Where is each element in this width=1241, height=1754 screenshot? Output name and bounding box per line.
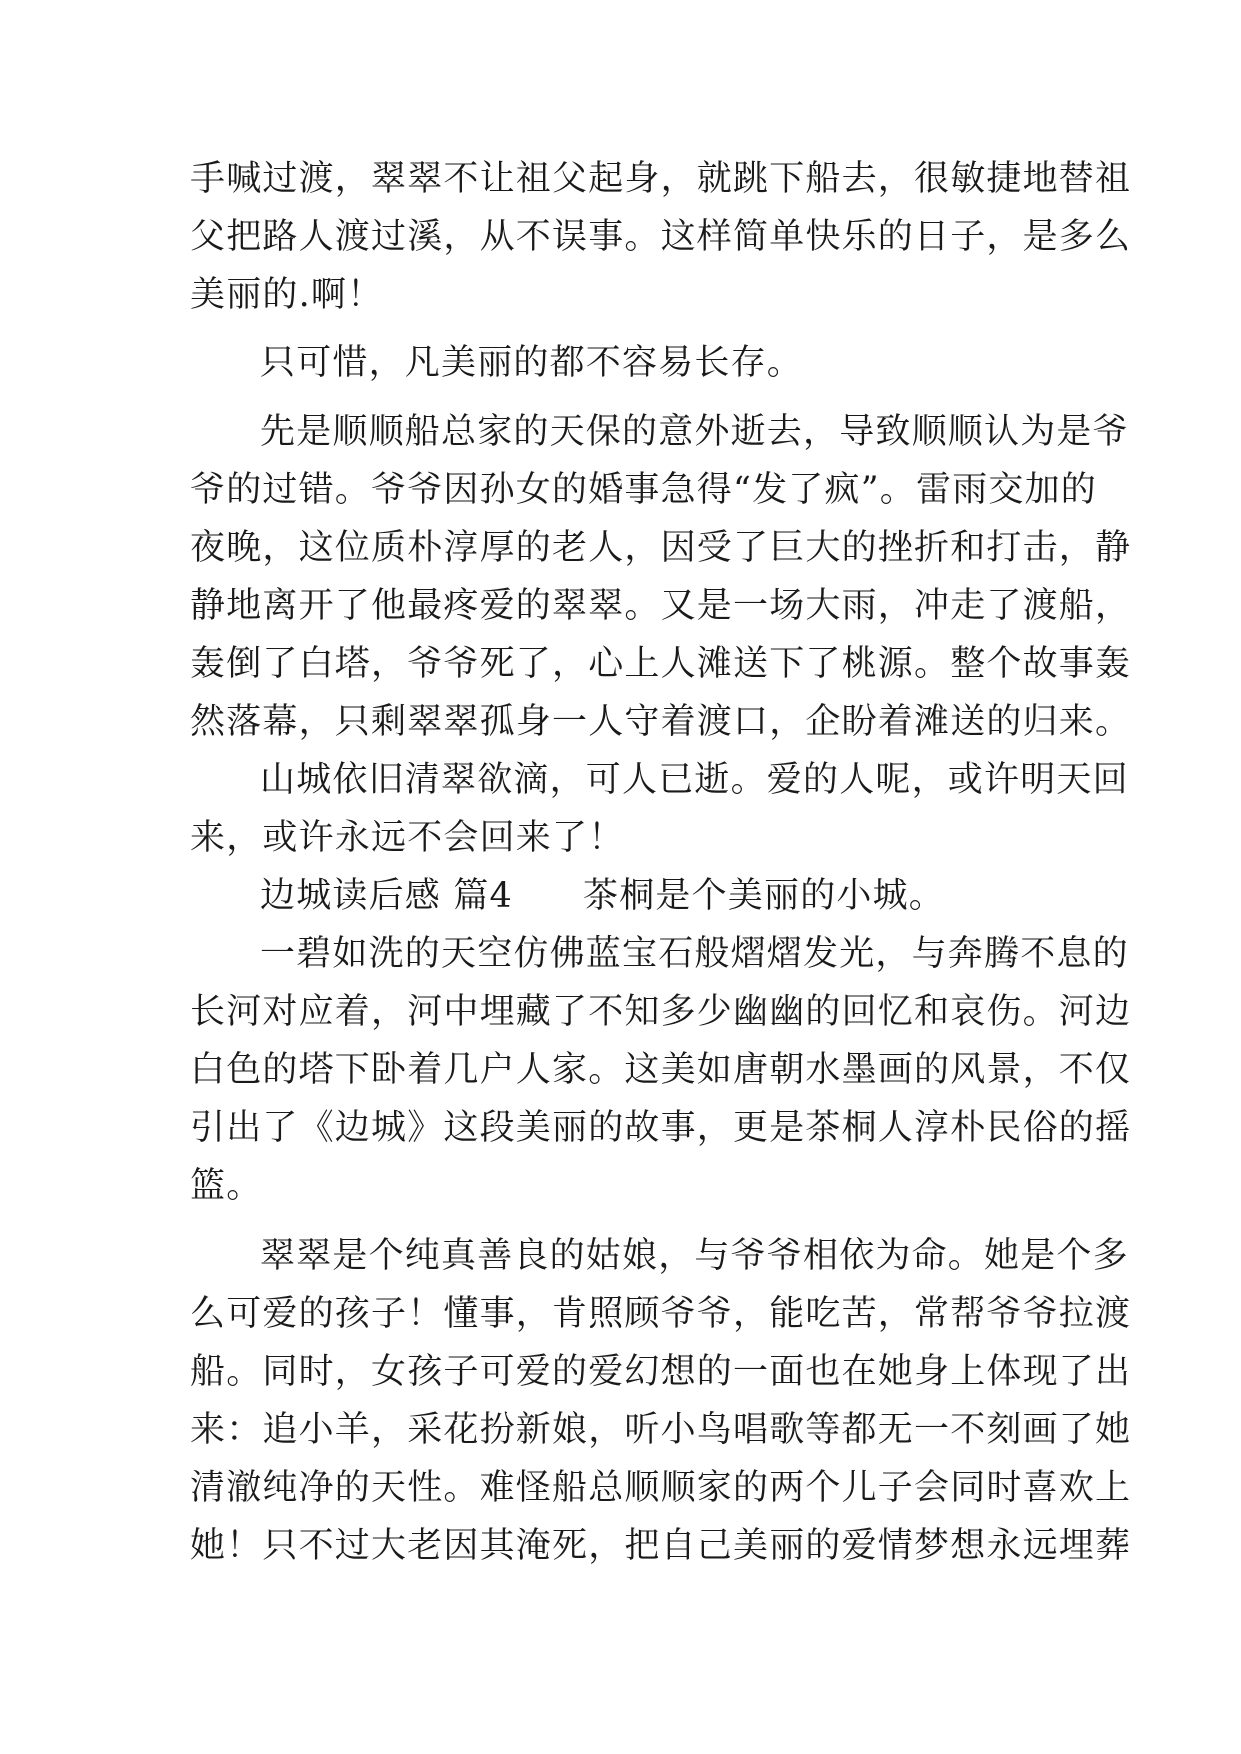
text-line: 她！只不过大老因其淹死，把自己美丽的爱情梦想永远埋葬 [190,1526,1132,1566]
text-line: 么可爱的孩子！懂事，肯照顾爷爷，能吃苦，常帮爷爷拉渡 [190,1294,1132,1334]
text-line: 清澈纯净的天性。难怪船总顺顺家的两个儿子会同时喜欢上 [190,1468,1132,1508]
text-line: 爷的过错。爷爷因孙女的婚事急得“发了疯”。雷雨交加的 [190,470,1097,510]
text-line: 山城依旧清翠欲滴，可人已逝。爱的人呢，或许明天回 [260,760,1129,800]
text-line: 手喊过渡，翠翠不让祖父起身，就跳下船去，很敏捷地替祖 [190,159,1132,199]
section-heading-title: 边城读后感 篇4 [260,876,513,916]
text-line: 先是顺顺船总家的天保的意外逝去，导致顺顺认为是爷 [260,412,1129,452]
section-heading [260,867,1070,925]
text-line: 翠翠是个纯真善良的姑娘，与爷爷相依为命。她是个多 [260,1236,1129,1276]
text-line: 白色的塔下卧着几户人家。这美如唐朝水墨画的风景，不仅 [190,1050,1132,1090]
text-line: 长河对应着，河中埋藏了不知多少幽幽的回忆和哀伤。河边 [190,992,1132,1032]
text-line: 船。同时，女孩子可爱的爱幻想的一面也在她身上体现了出 [190,1352,1132,1392]
text-line: 篮。 [190,1166,263,1206]
text-line: 引出了《边城》这段美丽的故事，更是茶桐人淳朴民俗的摇 [190,1108,1132,1148]
text-line: 然落幕，只剩翠翠孤身一人守着渡口，企盼着滩送的归来。 [190,702,1132,742]
text-line: 一碧如洗的天空仿佛蓝宝石般熠熠发光，与奔腾不息的 [260,934,1129,974]
text-line: 美丽的.啊！ [190,275,384,315]
text-line: 夜晚，这位质朴淳厚的老人，因受了巨大的挫折和打击，静 [190,528,1132,568]
text-line: 静地离开了他最疼爱的翠翠。又是一场大雨，冲走了渡船， [190,586,1132,626]
text-line: 来，或许永远不会回来了！ [190,818,625,858]
text-line: 轰倒了白塔，爷爷死了，心上人滩送下了桃源。整个故事轰 [190,644,1132,684]
section-first-sentence: 茶桐是个美丽的小城。 [583,876,946,916]
text-line: 只可惜，凡美丽的都不容易长存。 [260,343,804,383]
text-line: 父把路人渡过溪，从不误事。这样简单快乐的日子，是多么 [190,217,1132,257]
text-line: 来：追小羊，采花扮新娘，听小鸟唱歌等都无一不刻画了她 [190,1410,1132,1450]
